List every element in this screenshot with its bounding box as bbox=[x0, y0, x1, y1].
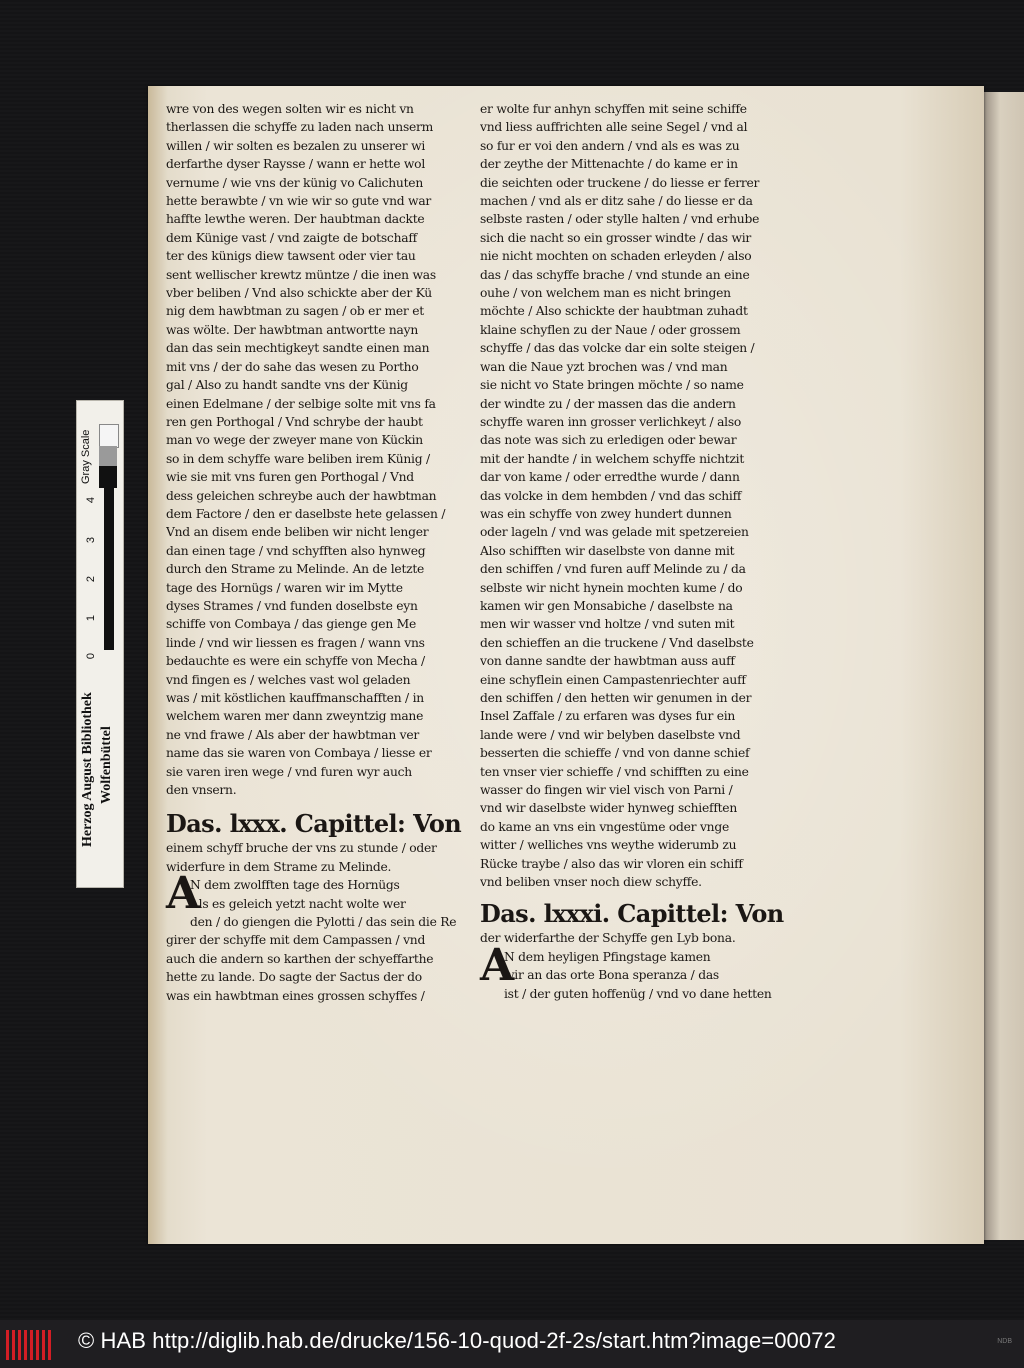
text-line: eine schyflein einen Campastenriechter auff bbox=[480, 672, 746, 687]
text-line: das volcke in dem hembden / vnd das schiff bbox=[480, 488, 742, 503]
text-line: derfarthe dyser Raysse / wann er hette wol bbox=[166, 157, 426, 172]
text-line: welchem waren mer dann zweyntzig mane bbox=[166, 709, 424, 724]
right-initial-paragraph bbox=[480, 939, 772, 1003]
text-line: dem Künige vast / vnd zaigte de botschaff bbox=[166, 230, 417, 245]
text-line: wan die Naue yzt brochen was / vnd man bbox=[480, 359, 728, 374]
text-line: Insel Zaffale / zu erfaren was dyses fur ein bbox=[480, 709, 736, 724]
right-body-text bbox=[480, 100, 772, 891]
text-line: machen / vnd als er ditz sahe / do liesse er da bbox=[480, 194, 753, 209]
text-line: vernume / wie vns der künig vo Calichuten bbox=[166, 175, 423, 190]
text-line: ter des künigs diew tawsent oder vier tau bbox=[166, 249, 416, 264]
gray-patch-white bbox=[99, 424, 119, 448]
text-line: dar von kame / oder erredthe wurde / dann bbox=[480, 470, 740, 485]
text-line: vnd wir daselbste wider hynweg schiefften bbox=[480, 801, 738, 816]
subheading-line: einem schyff bruche der vns zu stunde / oder bbox=[166, 841, 437, 856]
text-line: sie nicht vo State bringen möchte / so name bbox=[480, 378, 744, 393]
text-line: den schieffen an die truckene / Vnd daselbste bbox=[480, 635, 754, 650]
text-line: haffte lewthe weren. Der haubtman dackte bbox=[166, 212, 425, 227]
facing-page-edge bbox=[984, 92, 1024, 1240]
right-drop-initial: A bbox=[480, 939, 514, 991]
text-line: das / das schyffe brache / vnd stunde an eine bbox=[480, 267, 750, 282]
text-line: dan einen tage / vnd schyfften also hynweg bbox=[166, 543, 426, 558]
text-line: Also schifften wir daselbste von danne mit bbox=[480, 543, 735, 558]
text-line: ren gen Porthogal / Vnd schrybe der haubt bbox=[166, 414, 423, 429]
text-line: oder lageln / vnd was gelade mit spetzereien bbox=[480, 525, 749, 540]
text-line: girer der schyffe mit dem Campassen / vnd bbox=[166, 933, 426, 948]
text-line: was / mit köstlichen kauffmanschafften / in bbox=[166, 691, 424, 705]
text-line: das note was sich zu erledigen oder bewar bbox=[480, 433, 737, 448]
scale-number-2: 2 bbox=[85, 575, 97, 583]
right-text-column bbox=[480, 100, 784, 1003]
text-line: die seichten oder truckene / do liesse er ferrer bbox=[480, 175, 760, 190]
institution-city: Wolfenbüttel bbox=[99, 726, 114, 804]
text-line: möchte / Also schickte der haubtman zuhadt bbox=[480, 304, 748, 319]
text-line: so in dem schyffe ware beliben irem Künig / bbox=[166, 451, 430, 466]
text-line: sich die nacht so ein grosser windte / das wir bbox=[480, 230, 752, 245]
text-line: auch die andern so karthen der schyeffarthe bbox=[166, 951, 434, 966]
gray-patch-light bbox=[99, 446, 117, 468]
text-line: der windte zu / der massen das die andern bbox=[480, 396, 736, 411]
text-line: er wolte fur anhyn schyffen mit seine schiffe bbox=[480, 102, 747, 116]
text-line: kamen wir gen Monsabiche / daselbste na bbox=[480, 598, 733, 613]
text-line: ist / der guten hoffenüg / vnd vo dane hetten bbox=[504, 986, 772, 1001]
text-line: wre von des wegen solten wir es nicht vn bbox=[166, 102, 414, 116]
left-chapter-subheading bbox=[166, 839, 458, 876]
text-line: was ein schyffe von zwey hundert dunnen bbox=[480, 506, 732, 521]
hab-logo-icon bbox=[6, 1330, 52, 1360]
text-line: do kame an vns ein vngestüme oder vnge bbox=[480, 819, 729, 834]
text-line: schiffe von Combaya / das gienge gen Me bbox=[166, 617, 417, 632]
text-line: linde / vnd wir liessen es fragen / wann vns bbox=[166, 635, 425, 650]
gray-patch-dark bbox=[99, 466, 117, 488]
text-line: tage des Hornügs / waren wir im Mytte bbox=[166, 580, 403, 595]
text-line: hette zu lande. Do sagte der Sactus der do bbox=[166, 970, 422, 985]
text-line: selbste rasten / oder stylle halten / vnd erhube bbox=[480, 212, 760, 227]
text-line: so fur er voi den andern / vnd als es was zu bbox=[480, 138, 740, 153]
text-line: Als es geleich yetzt nacht wolte wer bbox=[190, 896, 406, 911]
text-line: Rücke traybe / also das wir vloren ein schiff bbox=[480, 856, 743, 871]
text-line: name das sie waren von Combaya / liesse er bbox=[166, 746, 432, 761]
text-line: ouhe / von welchem man es nicht bringen bbox=[480, 286, 731, 301]
text-line: durch den Strame zu Melinde. An de letzte bbox=[166, 562, 425, 577]
text-line: einen Edelmane / der selbige solte mit vns fa bbox=[166, 396, 436, 411]
text-line: schyffe / das das volcke dar ein solte steigen / bbox=[480, 341, 755, 356]
text-line: den schiffen / den hetten wir genumen in der bbox=[480, 691, 752, 705]
footer-bar bbox=[0, 1320, 1024, 1368]
text-line: vnd liess auffrichten alle seine Segel / vnd al bbox=[480, 120, 748, 135]
left-initial-paragraph bbox=[166, 868, 458, 931]
text-line: mit vns / der do sahe das wesen zu Portho bbox=[166, 359, 419, 374]
footer-mark: NDB bbox=[997, 1338, 1012, 1345]
text-line: ne vnd frawe / Als aber der hawbtman ver bbox=[166, 727, 420, 742]
text-line: selbste wir nicht hynein mochten kume / do bbox=[480, 580, 743, 595]
right-chapter-subheading: der widerfarthe der Schyffe gen Lyb bona. bbox=[480, 931, 736, 946]
text-line: dan das sein mechtigkeyt sandte einen man bbox=[166, 341, 430, 356]
left-tail-text bbox=[166, 931, 458, 1005]
text-line: man vo wege der zweyer mane von Kückin bbox=[166, 433, 423, 448]
text-line: Vnd an disem ende beliben wir nicht lenger bbox=[166, 525, 429, 540]
text-line: therlassen die schyffe zu laden nach unserm bbox=[166, 120, 434, 135]
text-line: der zeythe der Mittenachte / do kame er in bbox=[480, 157, 738, 172]
text-line: wie sie mit vns furen gen Porthogal / Vnd bbox=[166, 470, 414, 485]
text-line: klaine schyflen zu der Naue / oder grossem bbox=[480, 322, 741, 337]
text-line: dyses Strames / vnd funden doselbste eyn bbox=[166, 598, 418, 613]
text-line: was ein hawbtman eines grossen schyffes / bbox=[166, 988, 425, 1003]
text-line: witter / welliches vns weythe widerumb zu bbox=[480, 838, 737, 853]
footer-citation-link[interactable]: © HAB http://diglib.hab.de/drucke/156-10-quod-2f-2s/start.htm?image=00072 bbox=[78, 1328, 836, 1353]
text-line: sie varen iren wege / vnd furen wyr auch bbox=[166, 764, 412, 779]
text-line: sent wellischer krewtz müntze / die inen was bbox=[166, 267, 436, 282]
left-drop-initial: A bbox=[166, 868, 200, 920]
scale-number-4: 4 bbox=[85, 496, 97, 504]
text-line: besserten die schieffe / vnd von danne schief bbox=[480, 746, 750, 761]
text-line: mit der handte / in welchem schyffe nichtzit bbox=[480, 451, 745, 466]
text-line: vnd beliben vnser noch diew schyffe. bbox=[480, 875, 702, 890]
text-line: ten vnser vier schieffe / vnd schifften zu eine bbox=[480, 764, 749, 779]
left-body-text bbox=[166, 100, 458, 799]
text-line: wir an das orte Bona speranza / das bbox=[504, 968, 719, 983]
text-line: vnd fingen es / welches vast wol geladen bbox=[166, 672, 411, 687]
text-line: men wir wasser vnd holtze / vnd suten mit bbox=[480, 617, 735, 632]
text-line: hette berawbte / vn wie wir so gute vnd war bbox=[166, 194, 432, 209]
scale-number-0: 0 bbox=[85, 652, 97, 660]
right-chapter-heading: Das. lxxxi. Capittel: Von bbox=[480, 899, 784, 929]
right-initial-lines bbox=[480, 939, 772, 1003]
scale-bar bbox=[104, 488, 114, 650]
left-text-column bbox=[166, 100, 462, 1005]
gray-scale-label: Gray Scale bbox=[80, 429, 92, 484]
text-line: willen / wir solten es bezalen zu unserer wi bbox=[166, 138, 426, 153]
text-line: N dem zwolfften tage des Hornügs bbox=[190, 878, 400, 893]
text-line: von danne sandte der hawbtman auss auff bbox=[480, 654, 735, 669]
institution-name: Herzog August Bibliothek bbox=[80, 692, 95, 848]
text-line: gal / Also zu handt sandte vns der Künig bbox=[166, 378, 408, 393]
text-line: N dem heyligen Pfingstage kamen bbox=[504, 949, 711, 964]
text-line: den / do giengen die Pylotti / das sein die Re bbox=[190, 915, 457, 930]
text-line: den schiffen / vnd furen auff Melinde zu / da bbox=[480, 562, 746, 577]
text-line: dem Factore / den er daselbste hete gelassen / bbox=[166, 506, 446, 521]
text-line: wasser do fingen wir viel visch von Parni / bbox=[480, 783, 733, 798]
scale-number-3: 3 bbox=[85, 536, 97, 544]
left-initial-lines bbox=[166, 868, 458, 931]
text-line: nie nicht mochten on schaden erleyden / also bbox=[480, 249, 752, 264]
left-chapter-heading: Das. lxxx. Capittel: Von bbox=[166, 809, 462, 839]
scale-number-1: 1 bbox=[85, 614, 97, 622]
text-line: dess geleichen schreybe auch der hawbtman bbox=[166, 488, 437, 503]
text-line: bedauchte es were ein schyffe von Mecha / bbox=[166, 654, 425, 669]
text-line: vber beliben / Vnd also schickte aber der Kü bbox=[166, 286, 432, 301]
subheading-line: widerfure in dem Strame zu Melinde. bbox=[166, 859, 392, 874]
text-line: den vnsern. bbox=[166, 783, 237, 798]
text-line: nig dem hawbtman zu sagen / ob er mer et bbox=[166, 304, 424, 319]
text-line: lande were / vnd wir belyben daselbste vnd bbox=[480, 727, 741, 742]
text-line: was wölte. Der hawbtman antwortte nayn bbox=[166, 322, 418, 337]
text-line: schyffe waren inn grosser verlichkeyt / also bbox=[480, 414, 742, 429]
